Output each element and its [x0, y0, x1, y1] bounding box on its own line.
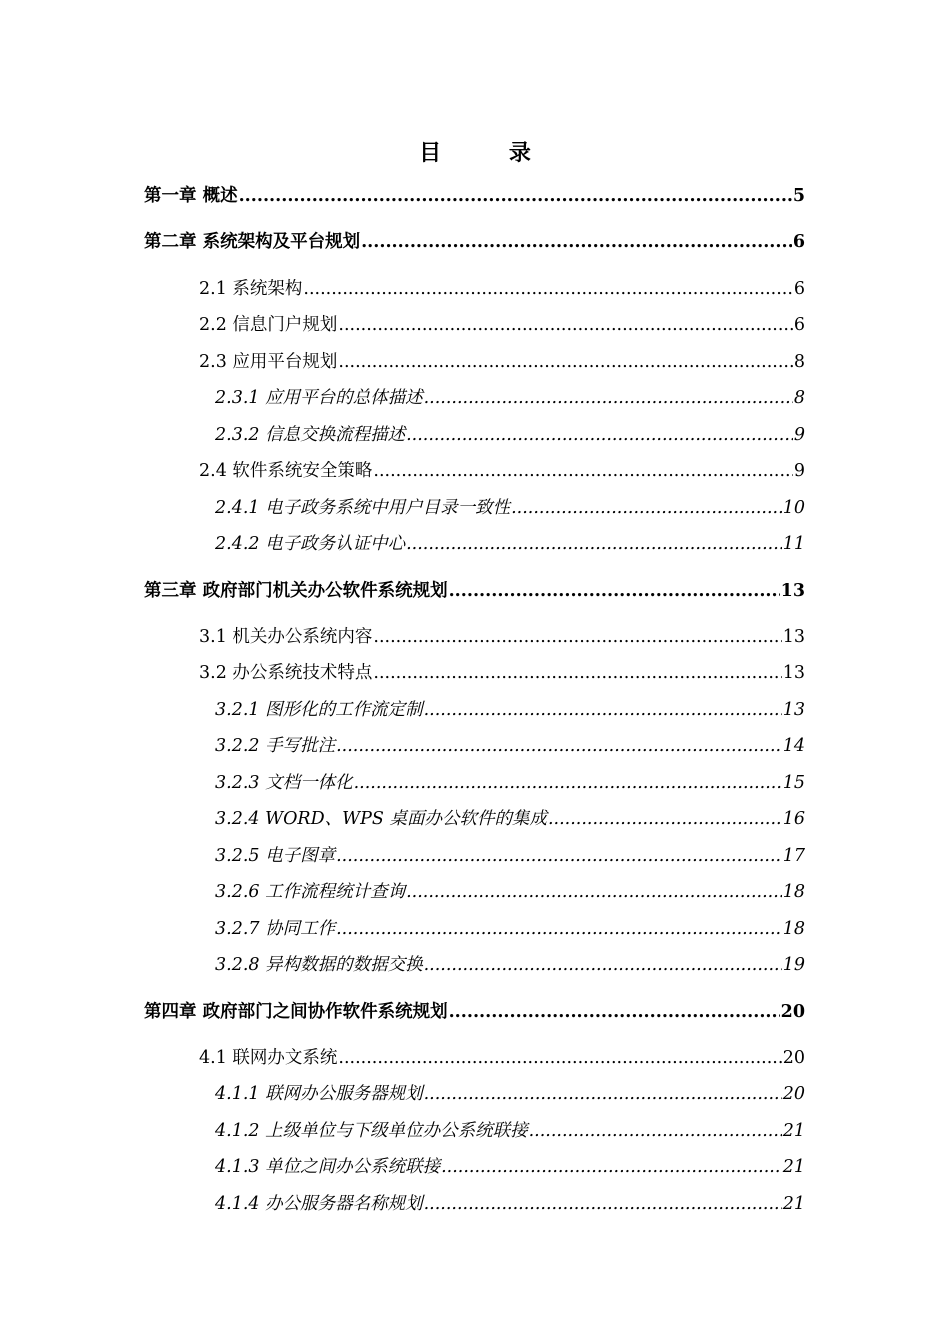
toc-entry-label: 2.3.1 应用平台的总体描述 — [215, 388, 423, 408]
toc-entry-2-3-2[interactable] — [215, 423, 805, 447]
toc-entry-page: 21 — [782, 1194, 805, 1214]
toc-entry-3-2-4[interactable] — [215, 807, 805, 831]
dot-leader — [338, 1046, 781, 1070]
dot-leader — [424, 1082, 782, 1106]
dot-leader — [338, 313, 792, 337]
dot-leader — [361, 230, 792, 254]
toc-entry-page: 20 — [780, 1002, 805, 1022]
toc-entry-page: 13 — [782, 700, 805, 720]
toc-entry-label: 3.2.5 电子图章 — [215, 846, 336, 866]
dot-leader — [424, 698, 782, 722]
dot-leader — [373, 459, 792, 483]
dot-leader — [354, 771, 782, 795]
toc-entry-label: 2.4.2 电子政务认证中心 — [215, 534, 406, 554]
toc-entry-label: 第四章 政府部门之间协作软件系统规划 — [144, 1002, 448, 1022]
toc-entry-4-1-1[interactable] — [215, 1082, 805, 1106]
toc-entry-label: 3.2 办公系统技术特点 — [199, 663, 373, 683]
toc-entry-page: 9 — [793, 461, 805, 481]
toc-entry-label: 第一章 概述 — [144, 186, 238, 206]
toc-entry-label: 3.2.8 异构数据的数据交换 — [215, 955, 423, 975]
toc-entry-page: 21 — [782, 1157, 805, 1177]
dot-leader — [373, 625, 781, 649]
dot-leader — [449, 1000, 780, 1024]
toc-entry-page: 14 — [782, 736, 805, 756]
toc-entry-2-3-1[interactable] — [215, 386, 805, 410]
dot-leader — [338, 350, 792, 374]
dot-leader — [441, 1155, 782, 1179]
toc-entry-page: 11 — [782, 534, 805, 554]
dot-leader — [406, 423, 793, 447]
toc-entry-label: 3.1 机关办公系统内容 — [199, 627, 373, 647]
toc-entry-label: 2.3.2 信息交换流程描述 — [215, 425, 406, 445]
toc-entry-2-3[interactable] — [199, 350, 805, 374]
toc-entry-page: 13 — [782, 663, 805, 683]
dot-leader — [406, 532, 782, 556]
toc-entry-4-1-4[interactable] — [215, 1192, 805, 1216]
toc-entry-page: 18 — [782, 882, 805, 902]
dot-leader — [373, 661, 781, 685]
toc-entry-3-2-2[interactable] — [215, 734, 805, 758]
toc-entry-label: 2.4 软件系统安全策略 — [199, 461, 373, 481]
toc-entry-page: 9 — [793, 425, 805, 445]
toc-entry-page: 6 — [793, 315, 805, 335]
dot-leader — [424, 1192, 782, 1216]
toc-entry-page: 13 — [780, 581, 805, 601]
toc-entry-page: 8 — [793, 388, 805, 408]
dot-leader — [336, 917, 782, 941]
dot-leader — [449, 579, 780, 603]
toc-entry-3-2-6[interactable] — [215, 880, 805, 904]
toc-entry-3-2-8[interactable] — [215, 953, 805, 977]
toc-entry-3-2-7[interactable] — [215, 917, 805, 941]
toc-entry-label: 4.1.2 上级单位与下级单位办公系统联接 — [215, 1121, 528, 1141]
toc-entry-chapter-3[interactable] — [144, 579, 805, 603]
toc-entry-3-1[interactable] — [199, 625, 805, 649]
toc-entry-page: 6 — [792, 232, 805, 252]
dot-leader — [336, 844, 782, 868]
toc-entry-2-4[interactable] — [199, 459, 805, 483]
toc-entry-page: 16 — [782, 809, 805, 829]
toc-entry-3-2-1[interactable] — [215, 698, 805, 722]
toc-entry-2-4-1[interactable] — [215, 496, 805, 520]
toc-entry-label: 3.2.4 WORD、WPS 桌面办公软件的集成 — [215, 809, 547, 829]
toc-entry-4-1-2[interactable] — [215, 1119, 805, 1143]
toc-entry-label: 4.1.1 联网办公服务器规划 — [215, 1084, 423, 1104]
toc-entry-3-2[interactable] — [199, 661, 805, 685]
toc-entry-2-4-2[interactable] — [215, 532, 805, 556]
toc-entry-label: 3.2.3 文档一体化 — [215, 773, 353, 793]
toc-entry-page: 6 — [793, 279, 805, 299]
toc-entry-label: 3.2.1 图形化的工作流定制 — [215, 700, 423, 720]
toc-entry-page: 15 — [782, 773, 805, 793]
toc-entry-label: 4.1.3 单位之间办公系统联接 — [215, 1157, 441, 1177]
toc-entry-label: 第二章 系统架构及平台规划 — [144, 232, 361, 252]
toc-entry-chapter-1[interactable] — [144, 184, 805, 208]
toc-entry-page: 5 — [792, 186, 805, 206]
toc-entry-label: 2.2 信息门户规划 — [199, 315, 338, 335]
toc-entry-page: 19 — [782, 955, 805, 975]
toc-entry-4-1[interactable] — [199, 1046, 805, 1070]
toc-entry-page: 10 — [782, 498, 805, 518]
dot-leader — [424, 953, 782, 977]
toc-entry-label: 2.4.1 电子政务系统中用户目录一致性 — [215, 498, 511, 518]
toc-entry-page: 20 — [782, 1084, 805, 1104]
toc-entry-label: 3.2.2 手写批注 — [215, 736, 336, 756]
toc-entry-page: 20 — [782, 1048, 805, 1068]
toc-entry-chapter-4[interactable] — [144, 1000, 805, 1024]
toc-entry-label: 第三章 政府部门机关办公软件系统规划 — [144, 581, 448, 601]
toc-entry-label: 2.3 应用平台规划 — [199, 352, 338, 372]
toc-entry-3-2-5[interactable] — [215, 844, 805, 868]
dot-leader — [406, 880, 782, 904]
toc-entry-page: 21 — [782, 1121, 805, 1141]
toc-entry-label: 4.1.4 办公服务器名称规划 — [215, 1194, 423, 1214]
toc-entry-3-2-3[interactable] — [215, 771, 805, 795]
toc-entry-page: 8 — [793, 352, 805, 372]
toc-entry-label: 2.1 系统架构 — [199, 279, 303, 299]
dot-leader — [511, 496, 782, 520]
toc-entry-2-1[interactable] — [199, 277, 805, 301]
toc-entry-page: 17 — [782, 846, 805, 866]
toc-entry-label: 4.1 联网办文系统 — [199, 1048, 338, 1068]
toc-entry-label: 3.2.7 协同工作 — [215, 919, 336, 939]
dot-leader — [548, 807, 782, 831]
toc-entry-chapter-2[interactable] — [144, 230, 805, 254]
dot-leader — [529, 1119, 782, 1143]
toc-title: 目 录 — [419, 140, 561, 166]
toc-entry-label: 3.2.6 工作流程统计查询 — [215, 882, 406, 902]
dot-leader — [336, 734, 782, 758]
toc-entry-2-2[interactable] — [199, 313, 805, 337]
toc-entry-page: 18 — [782, 919, 805, 939]
dot-leader — [303, 277, 792, 301]
toc-entry-page: 13 — [782, 627, 805, 647]
dot-leader — [239, 184, 792, 208]
toc-entry-4-1-3[interactable] — [215, 1155, 805, 1179]
dot-leader — [424, 386, 793, 410]
